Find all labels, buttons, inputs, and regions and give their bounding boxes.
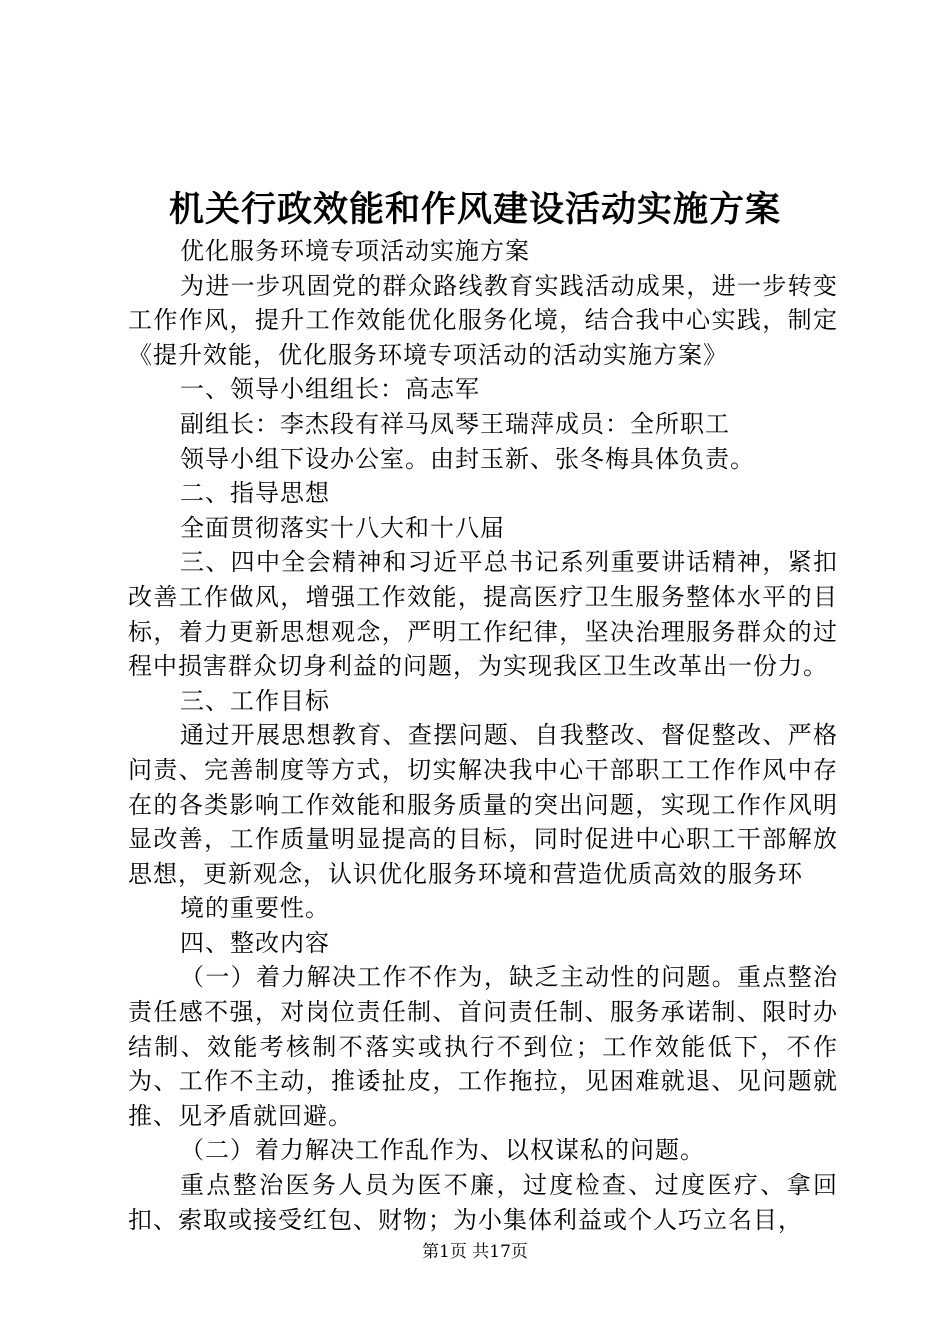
paragraph: 重点整治医务人员为医不廉，过度检查、过度医疗、拿回扣、索取或接受红包、财物；为小集体利益或个人巧立名目， <box>128 1171 838 1234</box>
paragraph: （一）着力解决工作不作为，缺乏主动性的问题。重点整治责任感不强，对岗位责任制、首问责任制、服务承诺制、限时办结制、效能考核制不落实或执行不到位；工作效能低下，不作为、工作不主动，推诿扯皮，工作拖拉，见困难就退、见问题就推、见矛盾就回避。 <box>128 963 838 1130</box>
paragraph: 全面贯彻落实十八大和十八届 <box>180 513 505 542</box>
paragraph: 一、领导小组组长：高志军 <box>180 375 480 404</box>
paragraph: 二、指导思想 <box>180 479 330 508</box>
paragraph: 通过开展思想教育、查摆问题、自我整改、督促整改、严格问责、完善制度等方式，切实解决我中心干部职工工作作风中存在的各类影响工作效能和服务质量的突出问题，实现工作作风明显改善，工作质量明显提高的目标，同时促进中心职工干部解放思想，更新观念，认识优化服务环境和营造优质高效的服务环 <box>128 721 838 888</box>
document-body <box>128 234 838 1237</box>
paragraph: 境的重要性。 <box>180 894 330 923</box>
paragraph: 三、四中全会精神和习近平总书记系列重要讲话精神，紧扣改善工作做风，增强工作效能，提高医疗卫生服务整体水平的目标，着力更新思想观念，严明工作纪律，坚决治理服务群众的过程中损害群众切身利益的问题，为实现我区卫生改革出一份力。 <box>128 548 838 681</box>
paragraph: 领导小组下设办公室。由封玉新、张冬梅具体负责。 <box>180 444 755 473</box>
document-title: 机关行政效能和作风建设活动实施方案 <box>168 189 781 230</box>
page-number-footer: 第1页 共17页 <box>422 1242 528 1262</box>
paragraph: 副组长：李杰段有祥马凤琴王瑞萍成员：全所职工 <box>180 409 730 438</box>
paragraph: 四、整改内容 <box>180 928 330 957</box>
paragraph: （二）着力解决工作乱作为、以权谋私的问题。 <box>180 1136 705 1165</box>
paragraph: 为进一步巩固党的群众路线教育实践活动成果，进一步转变工作作风，提升工作效能优化服务化境，结合我中心实践，制定《提升效能，优化服务环境专项活动的活动实施方案》 <box>128 271 838 369</box>
paragraph: 三、工作目标 <box>180 686 330 715</box>
paragraph: 优化服务环境专项活动实施方案 <box>180 237 530 265</box>
